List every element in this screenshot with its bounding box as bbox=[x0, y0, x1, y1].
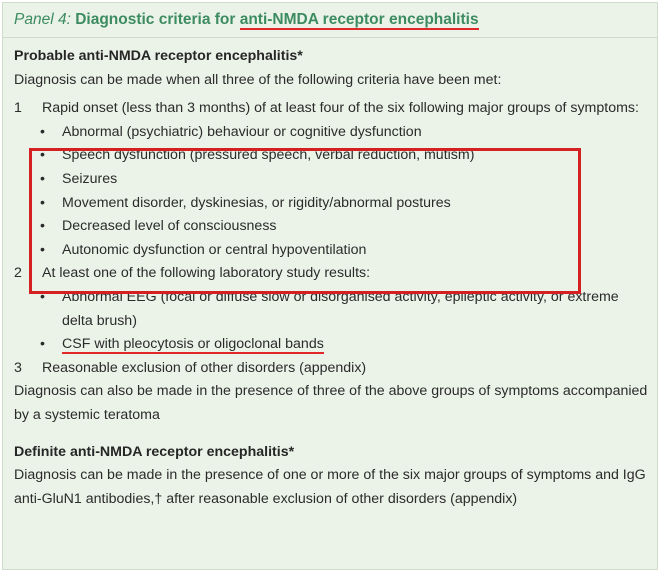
bullet-icon: • bbox=[40, 288, 45, 305]
criterion-text: At least one of the following laboratory study results: bbox=[42, 265, 371, 282]
panel-title-prefix: Diagnostic criteria for bbox=[70, 11, 240, 28]
bullet-icon: • bbox=[40, 194, 45, 211]
criterion-3 bbox=[14, 357, 651, 381]
symptom-item: • Autonomic dysfunction or central hypoventilation bbox=[14, 239, 651, 263]
panel-header bbox=[3, 3, 657, 38]
bullet-icon: • bbox=[40, 241, 45, 258]
bullet-icon: • bbox=[40, 123, 45, 140]
criterion-1 bbox=[14, 97, 651, 121]
panel-title-highlight: anti-NMDA receptor encephalitis bbox=[239, 11, 479, 28]
diagnostic-criteria-panel bbox=[2, 2, 658, 570]
definite-heading: Definite anti-NMDA receptor encephalitis* bbox=[14, 443, 295, 460]
lab-result-item bbox=[14, 333, 651, 357]
symptom-item: • Abnormal (psychiatric) behaviour or cognitive dysfunction bbox=[14, 121, 651, 145]
panel-label: Panel 4: bbox=[14, 11, 71, 28]
panel-content bbox=[14, 45, 651, 511]
symptom-item: • Decreased level of consciousness bbox=[14, 215, 651, 239]
probable-note: Diagnosis can also be made in the presence of three of the above groups of symptoms accompanied by a systemic teratoma bbox=[14, 383, 648, 423]
criterion-2 bbox=[14, 262, 651, 286]
bullet-icon: • bbox=[40, 147, 45, 164]
bullet-icon: • bbox=[40, 218, 45, 235]
symptom-item: • Speech dysfunction (pressured speech, verbal reduction, mutism) bbox=[14, 144, 651, 168]
criterion-text: Rapid onset (less than 3 months) of at least four of the six following major groups of symptoms: bbox=[42, 100, 639, 117]
lab-result-item: • Abnormal EEG (focal or diffuse slow or disorganised activity, epileptic activity, or extreme delta brush) bbox=[14, 286, 651, 333]
probable-heading: Probable anti-NMDA receptor encephalitis* bbox=[14, 48, 303, 64]
criterion-number: 1 bbox=[14, 100, 22, 117]
symptom-item: • Seizures bbox=[14, 168, 651, 192]
criterion-number: 2 bbox=[14, 265, 22, 282]
symptom-item: • Movement disorder, dyskinesias, or rigidity/abnormal postures bbox=[14, 192, 651, 216]
bullet-icon: • bbox=[40, 170, 45, 187]
definite-text: Diagnosis can be made in the presence of one or more of the six major groups of symptoms and IgG anti-GluN1 antibodies,† after reasonable exclusion of other disorders (appendix) bbox=[14, 467, 646, 507]
probable-intro: Diagnosis can be made when all three of the following criteria have been met: bbox=[14, 71, 502, 88]
bullet-icon: • bbox=[40, 336, 45, 353]
csf-highlight: CSF with pleocytosis or oligoclonal bands bbox=[62, 336, 324, 353]
criterion-number: 3 bbox=[14, 359, 22, 376]
criterion-text: Reasonable exclusion of other disorders (appendix) bbox=[42, 359, 367, 376]
